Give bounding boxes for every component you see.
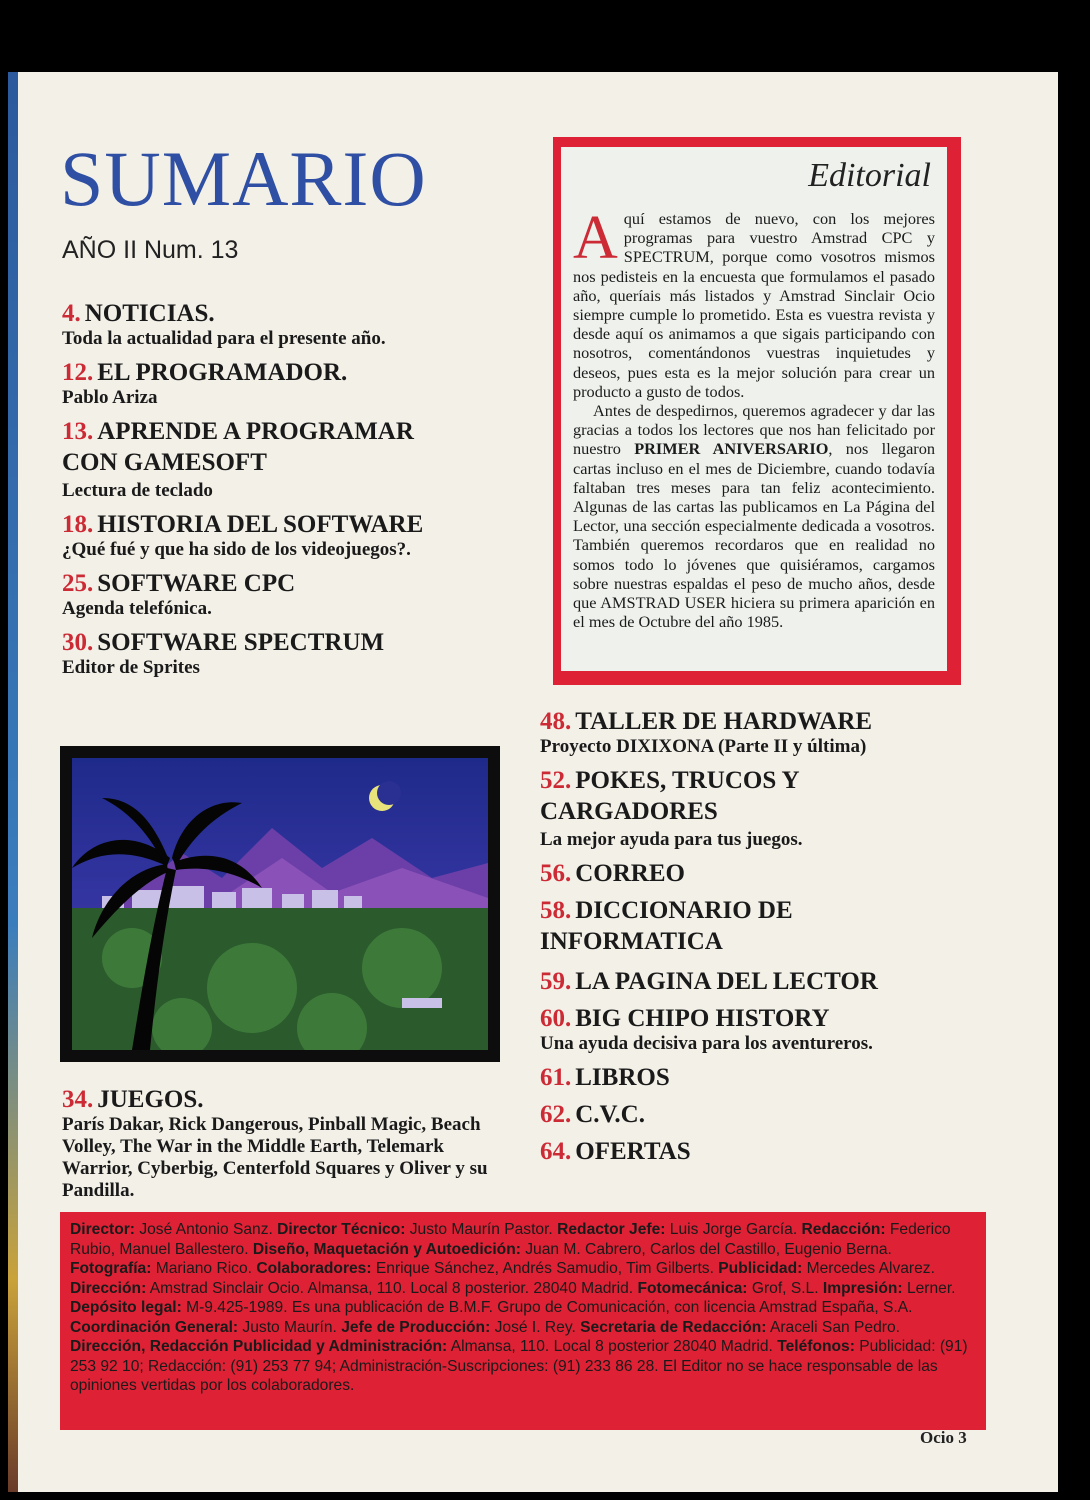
toc-page-number: 64. [540, 1138, 572, 1165]
toc-heading: SOFTWARE CPC [97, 570, 296, 597]
page-number: Ocio 3 [920, 1428, 967, 1447]
credit-value: Juan M. Cabrero, Carlos del Castillo, Eugenio Berna. [520, 1240, 892, 1258]
toc-subtitle: Editor de Sprites [62, 657, 200, 678]
game-screenshot [60, 746, 500, 1062]
toc-page-number: 52. [540, 767, 572, 794]
credit-label: Fotomecánica: [637, 1279, 748, 1297]
credit-label: Depósito legal: [70, 1299, 182, 1316]
toc-entry [540, 968, 960, 996]
credit-value: Amstrad Sinclair Ocio. Almansa, 110. Local 8 posterior. 28040 Madrid. [146, 1279, 638, 1297]
toc-entry [62, 1086, 512, 1202]
credits-box [60, 1212, 986, 1430]
toc-page-number: 48. [540, 708, 572, 735]
credit-label: Colaboradores: [256, 1260, 372, 1277]
toc-subtitle: París Dakar, Rick Dangerous, Pinball Magic, Beach Volley, The War in the Middle Earth, Telemark Warrior, Cyberbig, Centerfold Squares y Oliver y su Pandilla. [62, 1114, 488, 1201]
editorial-body [573, 204, 936, 632]
credit-label: Redacción: [801, 1221, 886, 1238]
toc-entry [540, 1138, 960, 1166]
toc-heading: POKES, TRUCOS Y CARGADORES [540, 767, 799, 825]
toc-heading: LA PAGINA DEL LECTOR [575, 968, 878, 995]
page-title: SUMARIO [60, 135, 427, 222]
credit-value: Federico Rubio, Manuel Ballestero. [70, 1221, 951, 1258]
editorial-highlight: PRIMER ANIVERSARIO [634, 439, 829, 459]
toc-entry [62, 359, 512, 409]
toc-subtitle: Agenda telefónica. [62, 598, 212, 619]
credit-value: Justo Maurín Pastor. [405, 1221, 558, 1238]
credit-label: Dirección, Redacción Publicidad y Administración: [70, 1338, 448, 1355]
toc-entry [62, 511, 512, 561]
credit-value: M-9.425-1989. Es una publicación de B.M.F. Grupo de Comunicación, con licencia Amstrad España, S.A. [181, 1299, 913, 1316]
toc-entry [62, 418, 462, 502]
credit-value: Publicidad: (91) 253 92 10; Redacción: (91) 253 77 94; Administración-Suscripciones: (91) 233 86 28. El Editor no se hace responsable de las opiniones vertidas por los colaboradores. [70, 1338, 968, 1394]
credit-label: Dirección: [70, 1279, 147, 1297]
credit-value: Luis Jorge García. [665, 1221, 802, 1238]
credit-label: Secretaria de Redacción: [580, 1318, 767, 1336]
toc-entry [540, 1101, 960, 1129]
credit-label: Jefe de Producción: [341, 1318, 491, 1336]
toc-subtitle: La mejor ayuda para tus juegos. [540, 829, 803, 850]
toc-heading: JUEGOS. [97, 1086, 204, 1113]
credit-value: Enrique Sánchez, Andrés Samudio, Tim Gilberts. [371, 1260, 719, 1277]
toc-heading: TALLER DE HARDWARE [575, 708, 873, 735]
toc-page-number: 58. [540, 897, 572, 924]
toc-page-number: 30. [62, 629, 94, 656]
toc-page-number: 4. [62, 300, 81, 327]
toc-heading: APRENDE A PROGRAMAR CON GAMESOFT [62, 418, 414, 476]
toc-page-number: 62. [540, 1101, 572, 1128]
issue-number: AÑO II Num. 13 [62, 236, 239, 264]
editorial-box [553, 137, 961, 685]
credit-value: Lerner. [902, 1279, 956, 1297]
credit-label: Impresión: [822, 1279, 903, 1297]
credit-label: Director Técnico: [277, 1221, 406, 1238]
toc-left [62, 300, 512, 688]
toc-heading: NOTICIAS. [84, 300, 215, 327]
toc-subtitle: Pablo Ariza [62, 387, 158, 408]
editorial-panel [561, 147, 947, 671]
toc-page-number: 34. [62, 1086, 94, 1113]
credit-label: Director: [70, 1221, 135, 1238]
credit-label: Publicidad: [718, 1260, 803, 1277]
credit-label: Coordinación General: [70, 1318, 239, 1336]
toc-heading: C.V.C. [575, 1101, 645, 1128]
toc-subtitle: Toda la actualidad para el presente año. [62, 328, 386, 349]
toc-heading: OFERTAS [575, 1138, 691, 1165]
toc-subtitle: ¿Qué fué y que ha sido de los videojuegos?. [62, 539, 411, 560]
editorial-paragraph: Antes de despedirnos, queremos agradecer y dar las gracias a todos los lectores que nos han felicitado por nuestro [573, 401, 935, 459]
toc-heading: DICCIONARIO DE INFORMATICA [540, 897, 793, 955]
toc-page-number: 12. [62, 359, 94, 386]
toc-subtitle: Proyecto DIXIXONA (Parte II y última) [540, 736, 867, 757]
credit-value: Justo Maurín. [238, 1318, 342, 1336]
toc-heading: SOFTWARE SPECTRUM [97, 629, 385, 656]
toc-entry [540, 767, 860, 851]
editorial-paragraph: quí estamos de nuevo, con los mejores programas para vuestro Amstrad CPC y SPECTRUM, porque como vosotros mismos nos pedisteis en la encuesta que formulamos el pasado año, queríais más listados y Amstrad Sinclair Ocio siempre cumple lo prometido. Esta es vuestra revista y desde aquí os animamos a que sigais participando con nosotros, comentándonos vuestras inquietudes y deseos, pues esta es la mejor solución para crear un producto a gusto de todos. [573, 209, 935, 401]
credit-value: José I. Rey. [490, 1318, 581, 1336]
toc-right [540, 708, 960, 1175]
toc-heading: BIG CHIPO HISTORY [575, 1005, 830, 1032]
toc-page-number: 59. [540, 968, 572, 995]
magazine-page [8, 72, 1058, 1492]
toc-entry [62, 629, 512, 679]
toc-subtitle: Lectura de teclado [62, 480, 213, 501]
toc-entry [540, 1064, 960, 1092]
toc-heading: EL PROGRAMADOR. [97, 359, 348, 386]
credit-value: Araceli San Pedro. [766, 1318, 900, 1336]
toc-entry [62, 570, 512, 620]
toc-heading: HISTORIA DEL SOFTWARE [97, 511, 424, 538]
credit-value: José Antonio Sanz. [135, 1221, 278, 1238]
toc-page-number: 18. [62, 511, 94, 538]
toc-entry [540, 860, 960, 888]
toc-heading: CORREO [575, 860, 685, 887]
editorial-title: Editorial [808, 157, 931, 194]
toc-entry [62, 300, 512, 350]
credit-value: Mariano Rico. [151, 1260, 257, 1277]
toc-page-number: 56. [540, 860, 572, 887]
credit-value: Almansa, 110. Local 8 posterior 28040 Madrid. [447, 1338, 778, 1355]
toc-page-number: 13. [62, 418, 94, 445]
toc-entry [540, 1005, 960, 1055]
credit-label: Diseño, Maquetación y Autoedición: [252, 1240, 521, 1258]
toc-page-number: 25. [62, 570, 94, 597]
toc-heading: LIBROS [575, 1064, 670, 1091]
editorial-dropcap: A [573, 204, 618, 272]
credit-label: Redactor Jefe: [557, 1221, 666, 1238]
toc-games [62, 1086, 512, 1211]
toc-page-number: 60. [540, 1005, 572, 1032]
credit-label: Teléfonos: [777, 1338, 855, 1355]
toc-entry [540, 708, 960, 758]
toc-entry [540, 897, 840, 959]
toc-subtitle: Una ayuda decisiva para los aventureros. [540, 1033, 873, 1054]
night-landscape-image [72, 758, 488, 1050]
credit-value: Grof, S.L. [747, 1279, 823, 1297]
credit-value: Mercedes Alvarez. [802, 1260, 935, 1277]
credit-label: Fotografía: [70, 1260, 152, 1277]
editorial-paragraph: , nos llegaron cartas incluso en el mes de Diciembre, cuando todavía faltaban tres meses para tan feliz acontecimiento. Algunas de las cartas las publicamos en La Página del Lector, una sección especialmente dedicada a vosotros. También queremos recordaros que en realidad no somos todo lo jóvenes que quisiéramos, cargamos sobre nuestras espaldas el peso de mucho años, desde que AMSTRAD USER hiciera su primera aparición en el mes de Octubre del año 1985. [573, 439, 936, 632]
toc-page-number: 61. [540, 1064, 572, 1091]
cover-edge-strip [8, 72, 18, 1492]
